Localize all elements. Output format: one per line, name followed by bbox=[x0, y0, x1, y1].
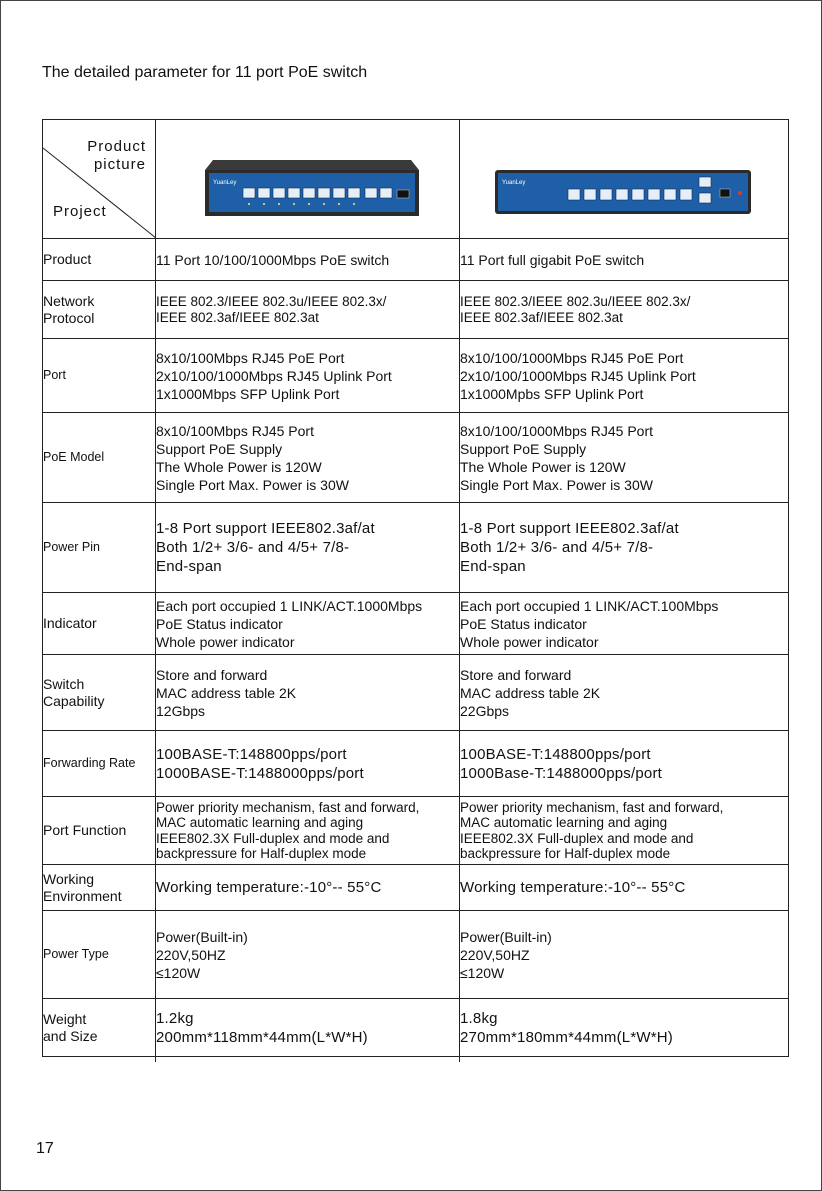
spec-row bbox=[43, 865, 789, 911]
spec-value-line: IEEE 802.3/IEEE 802.3u/IEEE 802.3x/ bbox=[156, 294, 387, 309]
product-picture-cell-2 bbox=[460, 120, 789, 239]
row-label bbox=[43, 503, 156, 593]
spec-row bbox=[43, 797, 789, 865]
spec-value-col1 bbox=[156, 797, 460, 865]
row-label-line: Switch bbox=[43, 675, 85, 692]
spec-value-col2 bbox=[460, 239, 789, 281]
spec-value-line: Store and forward bbox=[156, 666, 268, 683]
spec-value-line: The Whole Power is 120W bbox=[156, 458, 322, 475]
spec-value-line: 1x1000Mbps SFP Uplink Port bbox=[156, 385, 340, 402]
product-picture-cell-1 bbox=[156, 120, 460, 239]
row-label-line: Environment bbox=[43, 887, 122, 904]
spec-value-line: 270mm*180mm*44mm(L*W*H) bbox=[460, 1028, 673, 1046]
spec-value-line: IEEE802.3X Full-duplex and mode and bbox=[156, 830, 390, 846]
row-label bbox=[43, 999, 156, 1057]
spec-value-line: IEEE 802.3af/IEEE 802.3at bbox=[156, 309, 319, 325]
row-label-line: Port bbox=[43, 368, 66, 382]
spec-value-line: MAC automatic learning and aging bbox=[460, 815, 668, 830]
spec-value-col2 bbox=[460, 865, 789, 911]
switch-image-1 bbox=[203, 158, 421, 220]
row-label-line: Power Type bbox=[43, 947, 109, 961]
row-label-line: Power Pin bbox=[43, 540, 100, 554]
spec-value-line: 1000Base-T:1488000pps/port bbox=[460, 764, 663, 782]
spec-value-line: 220V,50HZ bbox=[156, 946, 226, 963]
spec-value-col2 bbox=[460, 593, 789, 655]
spec-value-line: 11 Port full gigabit PoE switch bbox=[460, 251, 645, 268]
spec-value-col2 bbox=[460, 503, 789, 593]
row-label bbox=[43, 593, 156, 655]
spec-row bbox=[43, 655, 789, 731]
spec-value-line: Power(Built-in) bbox=[460, 928, 552, 945]
spec-value-line: 2x10/100/1000Mbps RJ45 Uplink Port bbox=[156, 367, 392, 384]
row-label bbox=[43, 281, 156, 339]
row-label-line: Forwarding Rate bbox=[43, 756, 136, 770]
spec-value-line: 1.8kg bbox=[460, 1009, 498, 1027]
row-label-line: Indicator bbox=[43, 615, 97, 631]
table-tail-mark bbox=[155, 1056, 156, 1062]
spec-table bbox=[42, 119, 789, 1057]
spec-value-line: Single Port Max. Power is 30W bbox=[156, 476, 349, 493]
spec-value-col2 bbox=[460, 413, 789, 503]
spec-row bbox=[43, 339, 789, 413]
spec-value-line: backpressure for Half-duplex mode bbox=[156, 846, 367, 861]
row-label-line: Protocol bbox=[43, 309, 95, 326]
spec-value-line: backpressure for Half-duplex mode bbox=[460, 846, 671, 861]
spec-value-line: MAC automatic learning and aging bbox=[156, 815, 364, 830]
spec-value-col2 bbox=[460, 999, 789, 1057]
row-label-line: Port Function bbox=[43, 822, 127, 838]
spec-value-line: Each port occupied 1 LINK/ACT.1000Mbps bbox=[156, 597, 423, 614]
spec-value-line: Both 1/2+ 3/6- and 4/5+ 7/8- bbox=[156, 539, 350, 556]
spec-value-line: 1.2kg bbox=[156, 1009, 194, 1027]
spec-value-line: MAC address table 2K bbox=[156, 684, 297, 701]
spec-value-line: 8x10/100Mbps RJ45 Port bbox=[156, 422, 314, 439]
spec-value-line: Power priority mechanism, fast and forward, bbox=[460, 799, 724, 815]
spec-value-line: 8x10/100Mbps RJ45 PoE Port bbox=[156, 349, 345, 366]
spec-value-col1 bbox=[156, 911, 460, 999]
spec-value-line: Whole power indicator bbox=[156, 633, 295, 650]
spec-value-col1 bbox=[156, 593, 460, 655]
row-label bbox=[43, 865, 156, 911]
header-corner-cell bbox=[43, 120, 156, 239]
spec-value-col2 bbox=[460, 339, 789, 413]
spec-row bbox=[43, 281, 789, 339]
spec-value-line: 220V,50HZ bbox=[460, 946, 530, 963]
spec-value-line: 12Gbps bbox=[156, 702, 206, 719]
spec-value-line: Single Port Max. Power is 30W bbox=[460, 476, 653, 493]
switch-brand-2: YuanLey bbox=[502, 180, 526, 186]
spec-value-line: The Whole Power is 120W bbox=[460, 458, 626, 475]
spec-value-col2 bbox=[460, 655, 789, 731]
spec-row bbox=[43, 593, 789, 655]
spec-row bbox=[43, 239, 789, 281]
spec-row bbox=[43, 911, 789, 999]
spec-row bbox=[43, 413, 789, 503]
row-label bbox=[43, 655, 156, 731]
spec-value-line: Support PoE Supply bbox=[156, 440, 283, 457]
spec-value-line: Whole power indicator bbox=[460, 633, 599, 650]
product-picture-label: Product picture bbox=[87, 138, 146, 173]
spec-value-line: 8x10/100/1000Mbps RJ45 PoE Port bbox=[460, 349, 684, 366]
switch-image-2 bbox=[494, 169, 752, 215]
spec-value-line: ≤120W bbox=[156, 964, 201, 981]
spec-value-line: End-span bbox=[460, 558, 526, 575]
spec-value-col2 bbox=[460, 281, 789, 339]
spec-value-line: Both 1/2+ 3/6- and 4/5+ 7/8- bbox=[460, 539, 654, 556]
spec-value-line: Power priority mechanism, fast and forward, bbox=[156, 799, 420, 815]
spec-value-col1 bbox=[156, 655, 460, 731]
spec-value-line: 8x10/100/1000Mbps RJ45 Port bbox=[460, 422, 654, 439]
header-row bbox=[43, 120, 789, 239]
page-number: 17 bbox=[36, 1140, 54, 1157]
row-label-line: Weight bbox=[43, 1010, 87, 1027]
spec-value-line: 1-8 Port support IEEE802.3af/at bbox=[156, 520, 375, 537]
spec-value-col1 bbox=[156, 999, 460, 1057]
spec-value-line: 1-8 Port support IEEE802.3af/at bbox=[460, 520, 679, 537]
project-label: Project bbox=[53, 203, 107, 220]
row-label bbox=[43, 731, 156, 797]
spec-value-line: PoE Status indicator bbox=[460, 615, 587, 632]
row-label bbox=[43, 239, 156, 281]
row-label bbox=[43, 339, 156, 413]
spec-value-line: PoE Status indicator bbox=[156, 615, 283, 632]
row-label-line: and Size bbox=[43, 1027, 98, 1044]
row-label bbox=[43, 413, 156, 503]
spec-value-line: IEEE802.3X Full-duplex and mode and bbox=[460, 830, 694, 846]
spec-value-line: MAC address table 2K bbox=[460, 684, 601, 701]
row-label-line: Working bbox=[43, 870, 95, 887]
switch-brand-1: YuanLey bbox=[213, 180, 237, 186]
spec-value-line: 100BASE-T:148800pps/port bbox=[460, 745, 651, 763]
row-label-line: Network bbox=[43, 292, 95, 309]
spec-value-line: 11 Port 10/100/1000Mbps PoE switch bbox=[156, 251, 390, 268]
spec-value-col2 bbox=[460, 797, 789, 865]
spec-value-col1 bbox=[156, 865, 460, 911]
spec-value-line: Store and forward bbox=[460, 666, 572, 683]
spec-value-line: Support PoE Supply bbox=[460, 440, 587, 457]
spec-value-line: Working temperature:-10°-- 55°C bbox=[460, 879, 686, 896]
spec-row bbox=[43, 999, 789, 1057]
row-label bbox=[43, 797, 156, 865]
spec-value-line: 1x1000Mpbs SFP Uplink Port bbox=[460, 385, 644, 402]
row-label-line: PoE Model bbox=[43, 450, 105, 464]
spec-value-line: End-span bbox=[156, 558, 222, 575]
spec-value-line: ≤120W bbox=[460, 964, 505, 981]
spec-value-col2 bbox=[460, 911, 789, 999]
table-tail-mark bbox=[459, 1056, 460, 1062]
spec-value-line: 200mm*118mm*44mm(L*W*H) bbox=[156, 1028, 368, 1046]
spec-value-line: 1000BASE-T:1488000pps/port bbox=[156, 764, 364, 782]
spec-row bbox=[43, 503, 789, 593]
spec-value-col1 bbox=[156, 503, 460, 593]
spec-value-line: 2x10/100/1000Mbps RJ45 Uplink Port bbox=[460, 367, 696, 384]
spec-value-col1 bbox=[156, 731, 460, 797]
row-label-line: Product bbox=[43, 251, 92, 267]
spec-value-line: Power(Built-in) bbox=[156, 928, 248, 945]
spec-value-col1 bbox=[156, 339, 460, 413]
spec-value-line: 100BASE-T:148800pps/port bbox=[156, 745, 347, 763]
spec-value-line: Working temperature:-10°-- 55°C bbox=[156, 879, 382, 896]
spec-value-line: IEEE 802.3/IEEE 802.3u/IEEE 802.3x/ bbox=[460, 294, 691, 309]
row-label-line: Capability bbox=[43, 692, 105, 709]
spec-value-col1 bbox=[156, 239, 460, 281]
spec-value-line: IEEE 802.3af/IEEE 802.3at bbox=[460, 309, 623, 325]
spec-value-col1 bbox=[156, 413, 460, 503]
spec-row bbox=[43, 731, 789, 797]
spec-value-col2 bbox=[460, 731, 789, 797]
spec-value-line: Each port occupied 1 LINK/ACT.100Mbps bbox=[460, 597, 719, 614]
spec-value-line: 22Gbps bbox=[460, 702, 510, 719]
spec-value-col1 bbox=[156, 281, 460, 339]
row-label bbox=[43, 911, 156, 999]
page-title: The detailed parameter for 11 port PoE switch bbox=[42, 64, 368, 81]
